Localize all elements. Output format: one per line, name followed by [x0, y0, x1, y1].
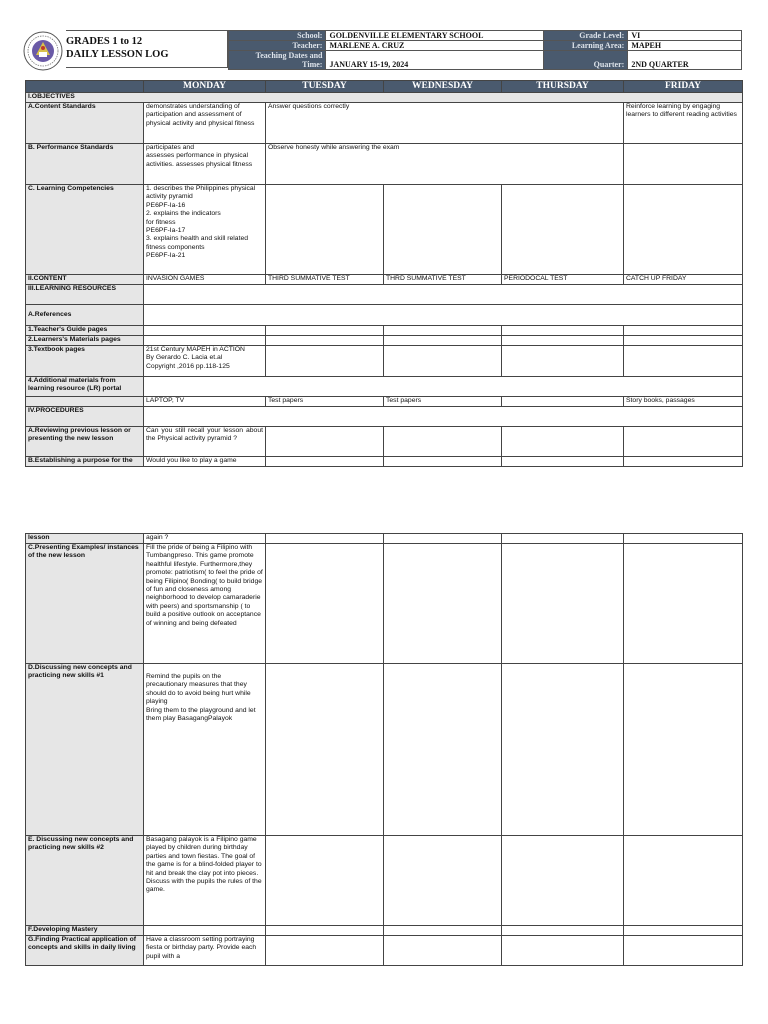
day-friday: FRIDAY	[624, 81, 743, 93]
quarter-label: Quarter:	[544, 51, 628, 70]
practical-wednesday	[384, 936, 502, 966]
learning-resources-cell	[144, 285, 743, 305]
discussing-skills-2-label: E. Discussing new concepts and practicing new skills #2	[26, 836, 144, 926]
teachers-guide-label: 1.Teacher's Guide pages	[26, 326, 144, 336]
learners-materials-label: 2.Learners's Materials pages	[26, 336, 144, 346]
discussing2-tuesday	[266, 836, 384, 926]
lm-wednesday	[384, 336, 502, 346]
title-line-1: GRADES 1 to 12	[66, 36, 143, 47]
practical-application-label: G.Finding Practical application of concepts and skills in daily living	[26, 936, 144, 966]
content-monday: INVASION GAMES	[144, 275, 266, 285]
day-wednesday: WEDNESDAY	[384, 81, 502, 93]
learning-area-label: Learning Area:	[544, 41, 628, 51]
presenting-examples-monday: Fill the pride of being a Filipino with Tumbangpreso. This game promote healthful lifestyle. Furthermore,they promote: patriotism( to feel the pride of being Filipino( Bonding( to build bridge of fun and closeness among neighborhood to develop camaraderie with peers) and sportsmanship ( to build a positive outlook on acceptance of winning and being defeated	[144, 544, 266, 664]
learning-resources-label: III.LEARNING RESOURCES	[26, 285, 144, 305]
content-standards-friday: Reinforce learning by engaging learners to different reading activities	[624, 103, 743, 144]
info-table	[228, 30, 742, 70]
reviewing-friday	[624, 427, 743, 457]
materials-friday: Story books, passages	[624, 397, 743, 407]
mastery-friday	[624, 926, 743, 936]
content-standards-monday: demonstrates understanding of participation and assessment of physical activity and physical fitness	[144, 103, 266, 144]
materials-wednesday: Test papers	[384, 397, 502, 407]
discussing2-wednesday	[384, 836, 502, 926]
textbook-tuesday	[266, 346, 384, 377]
section-objectives: I.OBJECTIVES	[26, 93, 743, 103]
performance-standards-tuesday: Observe honesty while answering the exam	[266, 144, 624, 185]
mastery-wednesday	[384, 926, 502, 936]
reviewing-wednesday	[384, 427, 502, 457]
textbook-friday	[624, 346, 743, 377]
reviewing-previous-lesson-label: A.Reviewing previous lesson or presenting the new lesson	[26, 427, 144, 457]
learning-competencies-friday	[624, 185, 743, 275]
tg-monday	[144, 326, 266, 336]
content-friday: CATCH UP FRIDAY	[624, 275, 743, 285]
procedures-cell	[144, 407, 743, 427]
p2r1-tuesday	[266, 534, 384, 544]
developing-mastery-label: F.Developing Mastery	[26, 926, 144, 936]
corner-cell	[26, 81, 144, 93]
discussing2-friday	[624, 836, 743, 926]
teaching-dates-value: JANUARY 15-19, 2024	[326, 51, 544, 70]
teacher-label: Teacher:	[229, 41, 326, 51]
lesson-log-header	[22, 30, 742, 70]
reviewing-thursday	[502, 427, 624, 457]
establishing-purpose-cont-monday: again ?	[144, 534, 266, 544]
lm-tuesday	[266, 336, 384, 346]
establishing-purpose-friday	[624, 457, 743, 467]
tg-wednesday	[384, 326, 502, 336]
learning-competencies-thursday	[502, 185, 624, 275]
establishing-purpose-label: B.Establishing a purpose for the	[26, 457, 144, 467]
reviewing-tuesday	[266, 427, 384, 457]
teacher-value: MARLENE A. CRUZ	[326, 41, 544, 51]
establishing-purpose-thursday	[502, 457, 624, 467]
document-title	[66, 30, 228, 68]
additional-materials-cell	[144, 377, 743, 397]
presenting-tuesday	[266, 544, 384, 664]
procedures-label: IV.PROCEDURES	[26, 407, 144, 427]
discussing-skills-1-label: D.Discussing new concepts and practicing new skills #1	[26, 664, 144, 836]
materials-tuesday: Test papers	[266, 397, 384, 407]
practical-friday	[624, 936, 743, 966]
discussing-skills-2-monday: Basagang palayok is a Filipino game played by children during birthday parties and town fiestas. The goal of the game is for a blind-folded player to hit and break the clay pot into pieces. Discuss with the pupils the rules of the game.	[144, 836, 266, 926]
discussing1-thursday	[502, 664, 624, 836]
performance-standards-friday	[624, 144, 743, 185]
textbook-pages-label: 3.Textbook pages	[26, 346, 144, 377]
p2r1-thursday	[502, 534, 624, 544]
presenting-examples-label: C.Presenting Examples/ instances of the new lesson	[26, 544, 144, 664]
mastery-tuesday	[266, 926, 384, 936]
quarter-value: 2ND QUARTER	[628, 51, 742, 70]
textbook-thursday	[502, 346, 624, 377]
lesson-log-table-page2	[25, 533, 743, 966]
learning-competencies-label: C. Learning Competencies	[26, 185, 144, 275]
discussing2-thursday	[502, 836, 624, 926]
learning-competencies-wednesday	[384, 185, 502, 275]
lm-monday	[144, 336, 266, 346]
lm-friday	[624, 336, 743, 346]
content-wednesday: THRD SUMMATIVE TEST	[384, 275, 502, 285]
day-thursday: THURSDAY	[502, 81, 624, 93]
p2r1-friday	[624, 534, 743, 544]
school-value: GOLDENVILLE ELEMENTARY SCHOOL	[326, 31, 544, 41]
additional-materials-label: 4.Additional materials from learning resource (LR) portal	[26, 377, 144, 397]
establishing-purpose-monday: Would you like to play a game	[144, 457, 266, 467]
performance-standards-monday: participates and assesses performance in physical activities. assesses physical fitness	[144, 144, 266, 185]
content-standards-label: A.Content Standards	[26, 103, 144, 144]
content-tuesday: THIRD SUMMATIVE TEST	[266, 275, 384, 285]
content-standards-tuesday: Answer questions correctly	[266, 103, 624, 144]
performance-standards-label: B. Performance Standards	[26, 144, 144, 185]
materials-monday: LAPTOP, TV	[144, 397, 266, 407]
teaching-dates-label-line2: Time:	[302, 60, 323, 69]
presenting-thursday	[502, 544, 624, 664]
discussing-skills-1-monday: Remind the pupils on the precautionary measures that they should do to avoid being hurt while playing Bring them to the playground and let them play BasagangPalayok	[144, 664, 266, 836]
grade-level-label: Grade Level:	[544, 31, 628, 41]
establishing-purpose-wednesday	[384, 457, 502, 467]
textbook-monday: 21st Century MAPEH in ACTION By Gerardo C. Lacia et.al Copyright ,2016 pp.118-125	[144, 346, 266, 377]
p2r1-wednesday	[384, 534, 502, 544]
references-label: A.References	[26, 305, 144, 326]
reviewing-monday: Can you still recall your lesson about the Physical activity pyramid ?	[144, 427, 266, 457]
day-monday: MONDAY	[144, 81, 266, 93]
content-label: II.CONTENT	[26, 275, 144, 285]
presenting-wednesday	[384, 544, 502, 664]
mastery-thursday	[502, 926, 624, 936]
learning-competencies-tuesday	[266, 185, 384, 275]
learning-competencies-monday: 1. describes the Philippines physical activity pyramid PE6PF-Ia-16 2. explains the indicators for fitness PE6PF-Ia-17 3. explains health and skill related fitness components PE6PF-Ia-21	[144, 185, 266, 275]
establishing-purpose-cont-label: lesson	[26, 534, 144, 544]
textbook-wednesday	[384, 346, 502, 377]
discussing1-tuesday	[266, 664, 384, 836]
presenting-friday	[624, 544, 743, 664]
references-cell	[144, 305, 743, 326]
materials-label-cell	[26, 397, 144, 407]
discussing1-wednesday	[384, 664, 502, 836]
teaching-dates-label	[229, 51, 326, 70]
mastery-monday	[144, 926, 266, 936]
deped-seal-icon	[22, 30, 64, 72]
practical-thursday	[502, 936, 624, 966]
learning-area-value: MAPEH	[628, 41, 742, 51]
lm-thursday	[502, 336, 624, 346]
lesson-log-table-page1	[25, 80, 743, 467]
establishing-purpose-tuesday	[266, 457, 384, 467]
day-tuesday: TUESDAY	[266, 81, 384, 93]
teaching-dates-label-line1: Teaching Dates and	[255, 51, 323, 60]
tg-tuesday	[266, 326, 384, 336]
discussing1-friday	[624, 664, 743, 836]
grade-level-value: VI	[628, 31, 742, 41]
practical-application-monday: Have a classroom setting portraying fiesta or birthday party. Provide each pupil with a	[144, 936, 266, 966]
school-label: School:	[229, 31, 326, 41]
content-thursday: PERIODOCAL TEST	[502, 275, 624, 285]
title-line-2: DAILY LESSON LOG	[66, 49, 169, 60]
materials-thursday	[502, 397, 624, 407]
tg-friday	[624, 326, 743, 336]
tg-thursday	[502, 326, 624, 336]
practical-tuesday	[266, 936, 384, 966]
